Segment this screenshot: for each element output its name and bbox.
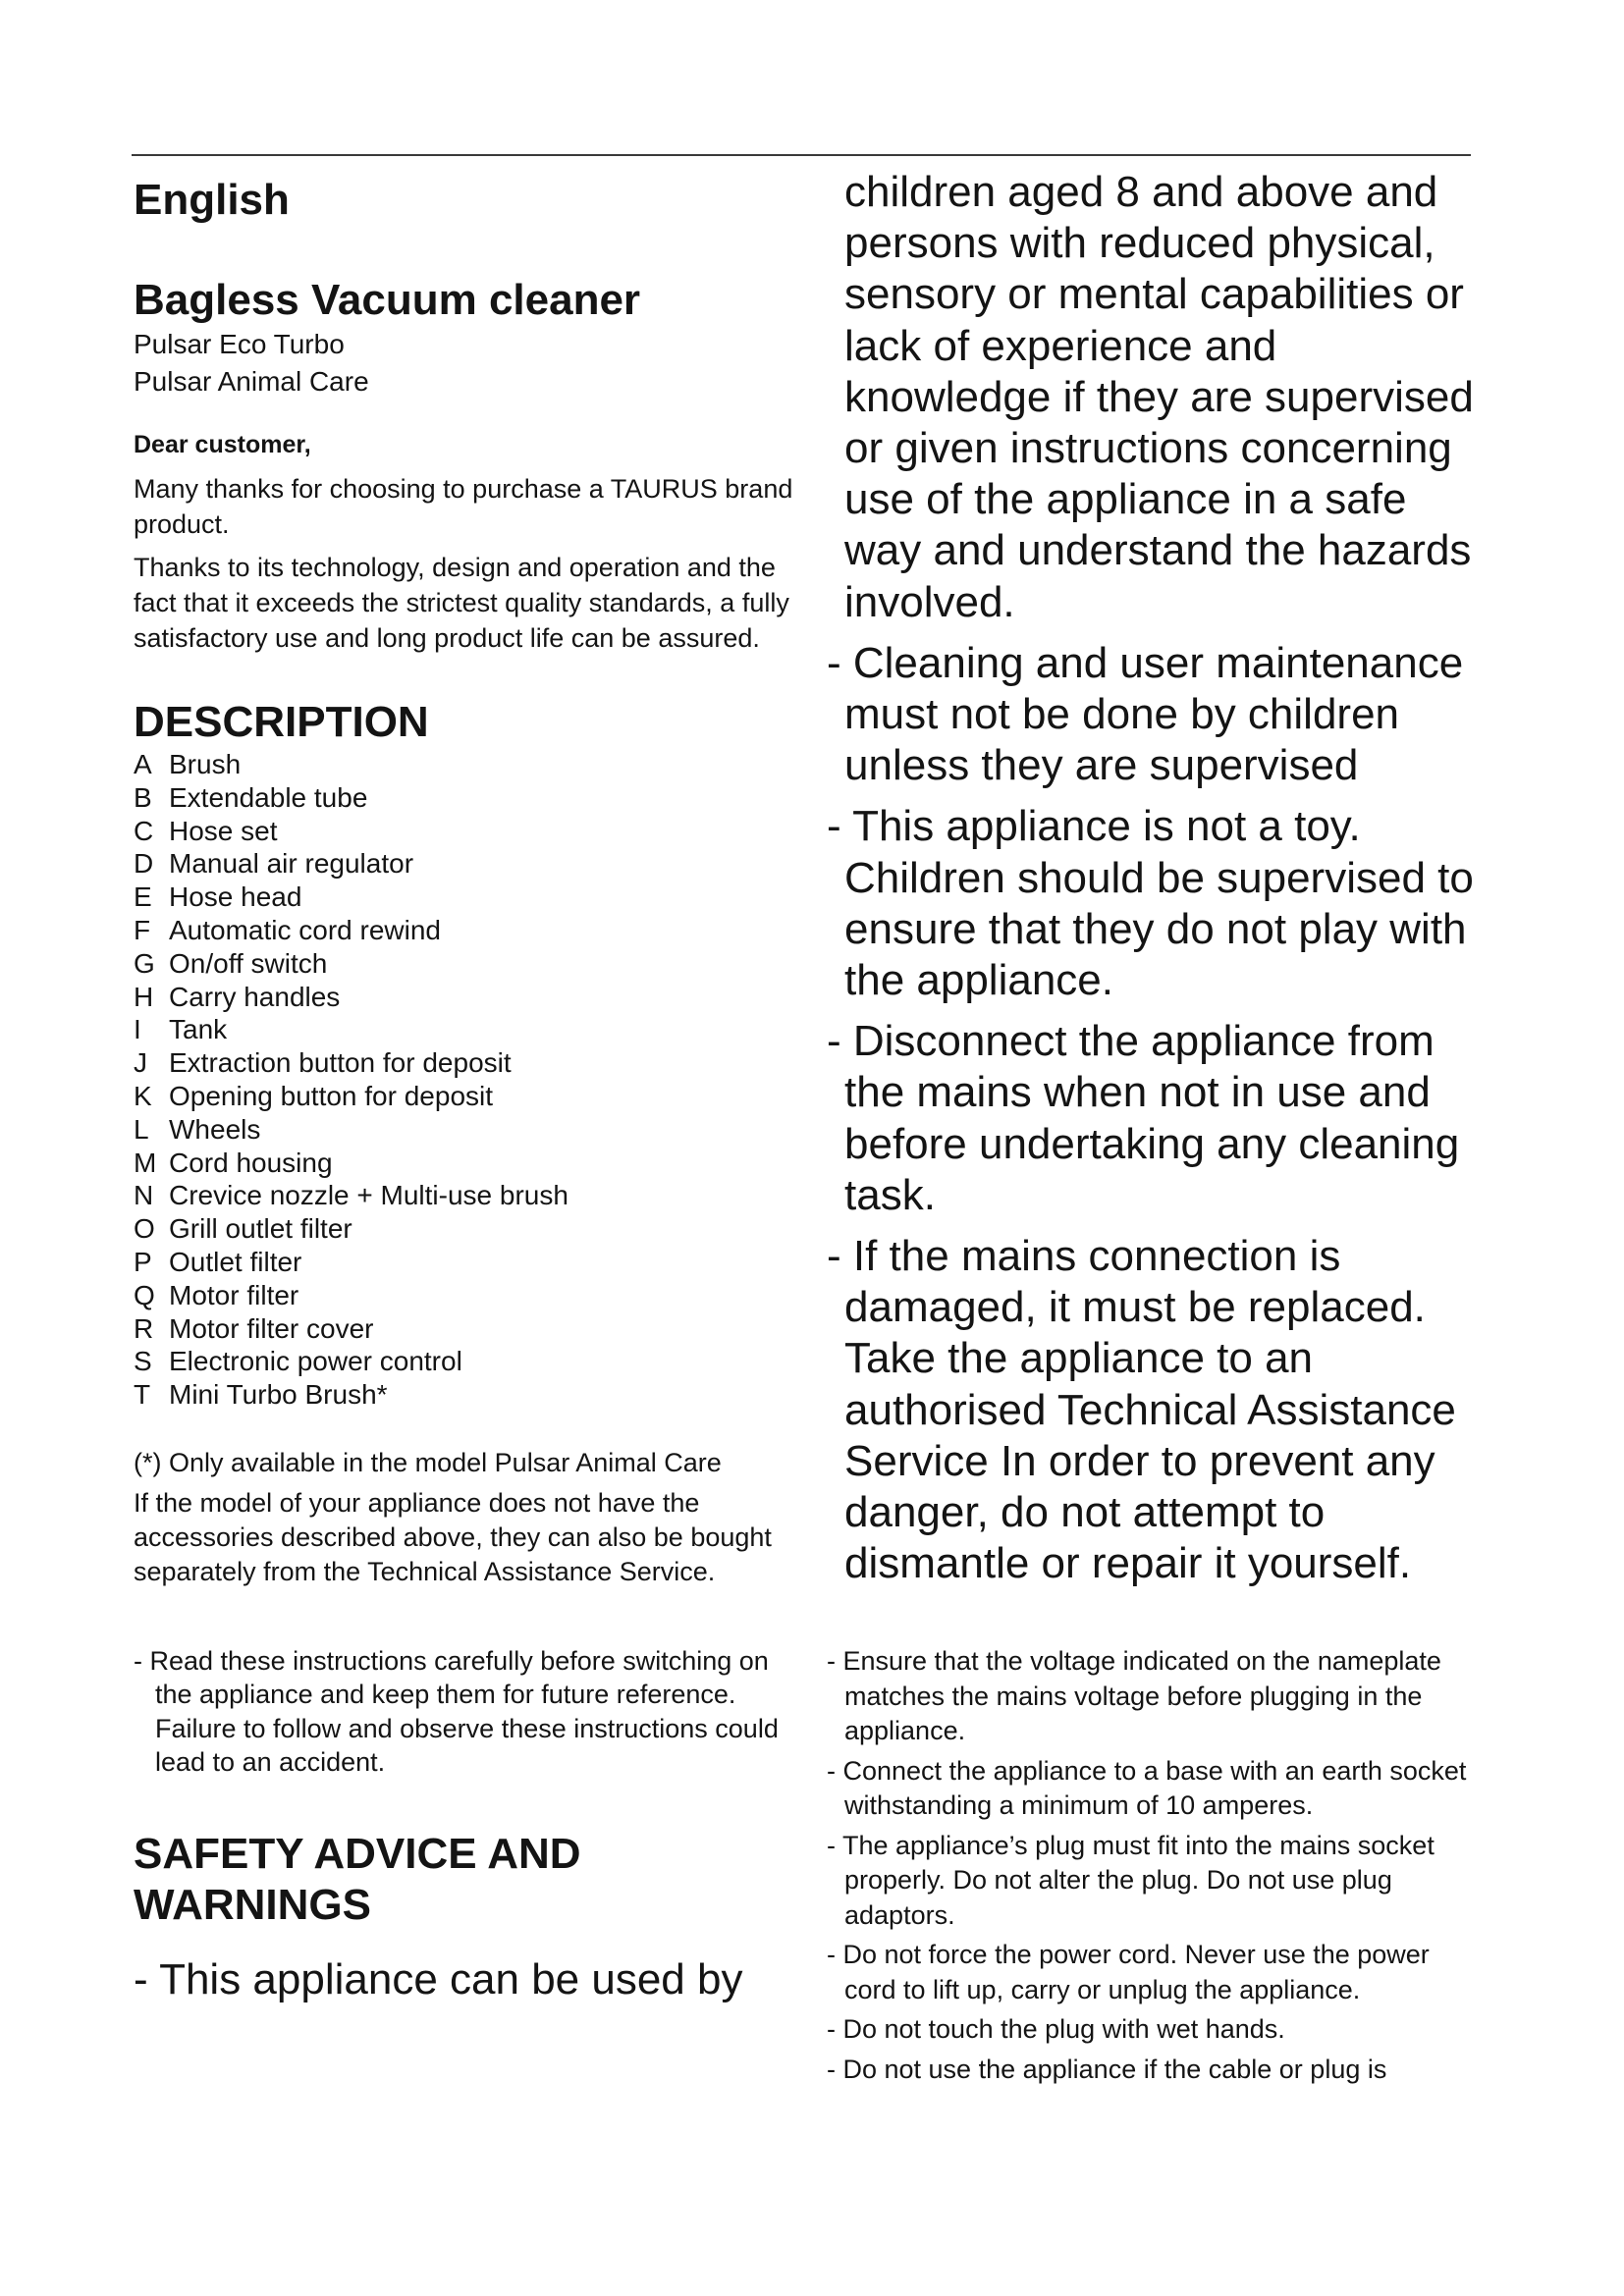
part-key: N — [134, 1180, 154, 1211]
part-label: Motor filter cover — [169, 1312, 374, 1344]
safety-item: - This appliance is not a toy. Children should be supervised to ensure that they do not play with the appliance. — [827, 802, 1474, 1005]
part-label: Brush — [169, 749, 242, 779]
model-footnote: (*) Only available in the model Pulsar Animal Care — [134, 1447, 722, 1477]
safety-item-continued: children aged 8 and above and persons with reduced physical, sensory or mental capabilities or lack of experience and knowledge if they are supervised or given instructions concerning use of the appliance in a safe way and understand the hazards involved. — [844, 168, 1474, 626]
safety-item: - If the mains connection is damaged, it must be replaced. Take the appliance to an authorised Technical Assistance Service In order to prevent any danger, do not attempt to dismantle or repair it yourself. — [827, 1232, 1456, 1588]
safety-small-item: - Do not use the appliance if the cable or plug is — [827, 2054, 1387, 2084]
part-item — [134, 1147, 801, 1180]
part-key: A — [134, 749, 152, 779]
safety-small-item: - Connect the appliance to a base with an earth socket withstanding a minimum of 10 amperes. — [827, 1755, 1467, 1821]
part-key: B — [134, 781, 152, 813]
parts-list — [134, 748, 801, 1412]
safety-item-start: - This appliance can be used by — [134, 1954, 743, 2003]
part-label: Opening button for deposit — [169, 1080, 494, 1111]
left-column — [134, 167, 801, 2005]
read-instructions-note: - Read these instructions carefully before switching on the appliance and keep them for future reference. Failure to follow and observe these instructions could lead to an accident. — [134, 1645, 779, 1778]
part-key: M — [134, 1147, 157, 1178]
part-label: Hose set — [169, 815, 278, 846]
part-key: P — [134, 1246, 152, 1277]
part-item — [134, 1046, 801, 1080]
part-item — [134, 1279, 801, 1312]
part-label: Extendable tube — [169, 781, 368, 813]
part-key: J — [134, 1047, 147, 1079]
part-label: Motor filter — [169, 1279, 299, 1310]
part-item — [134, 1378, 801, 1412]
part-key: D — [134, 848, 154, 880]
part-item — [134, 781, 801, 815]
intro-paragraph: Thanks to its technology, design and operation and the fact that it exceeds the strictest quality standards, a fully satisfactory use and long product life can be assured. — [134, 553, 789, 653]
part-item — [134, 847, 801, 881]
greeting: Dear customer, — [134, 431, 311, 458]
product-title: Bagless Vacuum cleaner — [134, 276, 641, 324]
safety-small-item: - Do not touch the plug with wet hands. — [827, 2014, 1285, 2045]
part-item — [134, 981, 801, 1014]
right-column — [827, 167, 1487, 2092]
part-label: Automatic cord rewind — [169, 914, 442, 945]
part-key: K — [134, 1080, 152, 1111]
language-heading: English — [134, 176, 290, 224]
part-key: O — [134, 1213, 155, 1245]
part-item — [134, 1246, 801, 1279]
part-label: Grill outlet filter — [169, 1213, 352, 1245]
part-item — [134, 947, 801, 981]
part-key: I — [134, 1014, 141, 1045]
part-item — [134, 881, 801, 914]
model-name: Pulsar Animal Care — [134, 366, 369, 397]
part-key: Q — [134, 1279, 155, 1310]
part-item — [134, 1113, 801, 1147]
part-key: R — [134, 1312, 154, 1344]
part-key: C — [134, 815, 154, 846]
part-key: G — [134, 947, 155, 979]
safety-item: - Disconnect the appliance from the mains when not in use and before undertaking any cleaning task. — [827, 1017, 1460, 1219]
safety-small-item: - The appliance’s plug must fit into the mains socket properly. Do not alter the plug. Do not use plug adaptors. — [827, 1830, 1435, 1930]
part-key: L — [134, 1113, 149, 1145]
safety-small-list — [827, 1644, 1487, 2087]
part-label: Tank — [169, 1014, 228, 1045]
part-label: Manual air regulator — [169, 848, 414, 880]
part-label: On/off switch — [169, 947, 328, 979]
part-item — [134, 1212, 801, 1246]
part-label: Electronic power control — [169, 1346, 462, 1377]
part-key: E — [134, 881, 152, 913]
part-item — [134, 1080, 801, 1113]
part-label: Mini Turbo Brush* — [169, 1379, 388, 1411]
part-label: Crevice nozzle + Multi-use brush — [169, 1180, 568, 1211]
top-divider-line — [132, 154, 1471, 156]
part-key: T — [134, 1379, 151, 1411]
part-item — [134, 914, 801, 947]
part-item — [134, 1179, 801, 1212]
part-label: Hose head — [169, 881, 302, 913]
part-label: Wheels — [169, 1113, 261, 1145]
part-label: Cord housing — [169, 1147, 333, 1178]
part-item — [134, 1345, 801, 1378]
accessories-note: If the model of your appliance does not have the accessories described above, they can also be bought separately from the Technical Assistance Service. — [134, 1487, 772, 1586]
safety-item: - Cleaning and user maintenance must not be done by children unless they are supervised — [827, 638, 1464, 790]
part-item — [134, 748, 801, 781]
safety-small-item: - Ensure that the voltage indicated on the nameplate matches the mains voltage before plugging in the appliance. — [827, 1646, 1441, 1746]
part-item — [134, 1312, 801, 1346]
part-key: F — [134, 914, 151, 945]
part-key: H — [134, 981, 154, 1012]
safety-heading: SAFETY ADVICE AND WARNINGS — [134, 1829, 581, 1929]
intro-paragraph: Many thanks for choosing to purchase a TAURUS brand product. — [134, 474, 793, 539]
part-label: Outlet filter — [169, 1246, 302, 1277]
model-name: Pulsar Eco Turbo — [134, 329, 345, 359]
part-item — [134, 815, 801, 848]
description-heading: DESCRIPTION — [134, 698, 429, 746]
part-label: Carry handles — [169, 981, 341, 1012]
part-item — [134, 1013, 801, 1046]
safety-small-item: - Do not force the power cord. Never use the power cord to lift up, carry or unplug the appliance. — [827, 1940, 1430, 2004]
part-label: Extraction button for deposit — [169, 1047, 512, 1079]
part-key: S — [134, 1346, 152, 1377]
